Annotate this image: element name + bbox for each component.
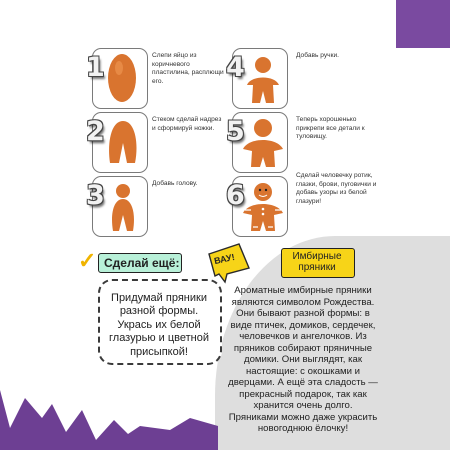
- step-5-text: Теперь хорошенько прикрепи все детали к туловищу.: [296, 116, 365, 141]
- checkmark-icon: ✓: [78, 248, 97, 273]
- wow-bubble-text: ВАУ!: [213, 251, 236, 267]
- step-2-number: 2: [86, 116, 105, 147]
- extra-task-text: Придумай пряники разной формы. Укрась их белой глазурью и цветной присыпкой!: [109, 292, 209, 358]
- step-6-text: Сделай человечку ротик, глазки, брови, пуговички и добавь узоры из белой глазури!: [296, 172, 377, 205]
- step-5-number: 5: [226, 116, 245, 147]
- step-4-number: 4: [226, 52, 245, 83]
- page-corner-tab: [396, 0, 450, 48]
- info-text: Ароматные имбирные пряники являются символом Рождества. Они бывают разной формы: в виде птичек, домиков, сердечек, человечков и ангелочков. Из пряников собирают пряничные домики. Они выглядят, как настоящие: с окошками и дверцами. А ещё эта сладость — прекрасный подарок, так как хранится очень долго. Пряниками можно даже украсить новогоднюю ёлочку!: [228, 285, 378, 434]
- step-3-text: Добавь голову.: [152, 180, 198, 187]
- info-heading: Имбирные пряники: [292, 251, 342, 273]
- step-3-number: 3: [86, 180, 105, 211]
- extra-heading: Сделай ещё:: [104, 256, 180, 270]
- step-2-text: Стеком сделай надрез и сформируй ножки.: [152, 116, 222, 132]
- purple-mountains-decoration: [0, 360, 450, 450]
- step-4-text: Добавь ручки.: [296, 52, 339, 59]
- step-1-text: Слепи яйцо из коричневого пластилина, расплющи его.: [152, 52, 224, 85]
- step-1-number: 1: [86, 52, 105, 83]
- step-6-number: 6: [226, 180, 245, 211]
